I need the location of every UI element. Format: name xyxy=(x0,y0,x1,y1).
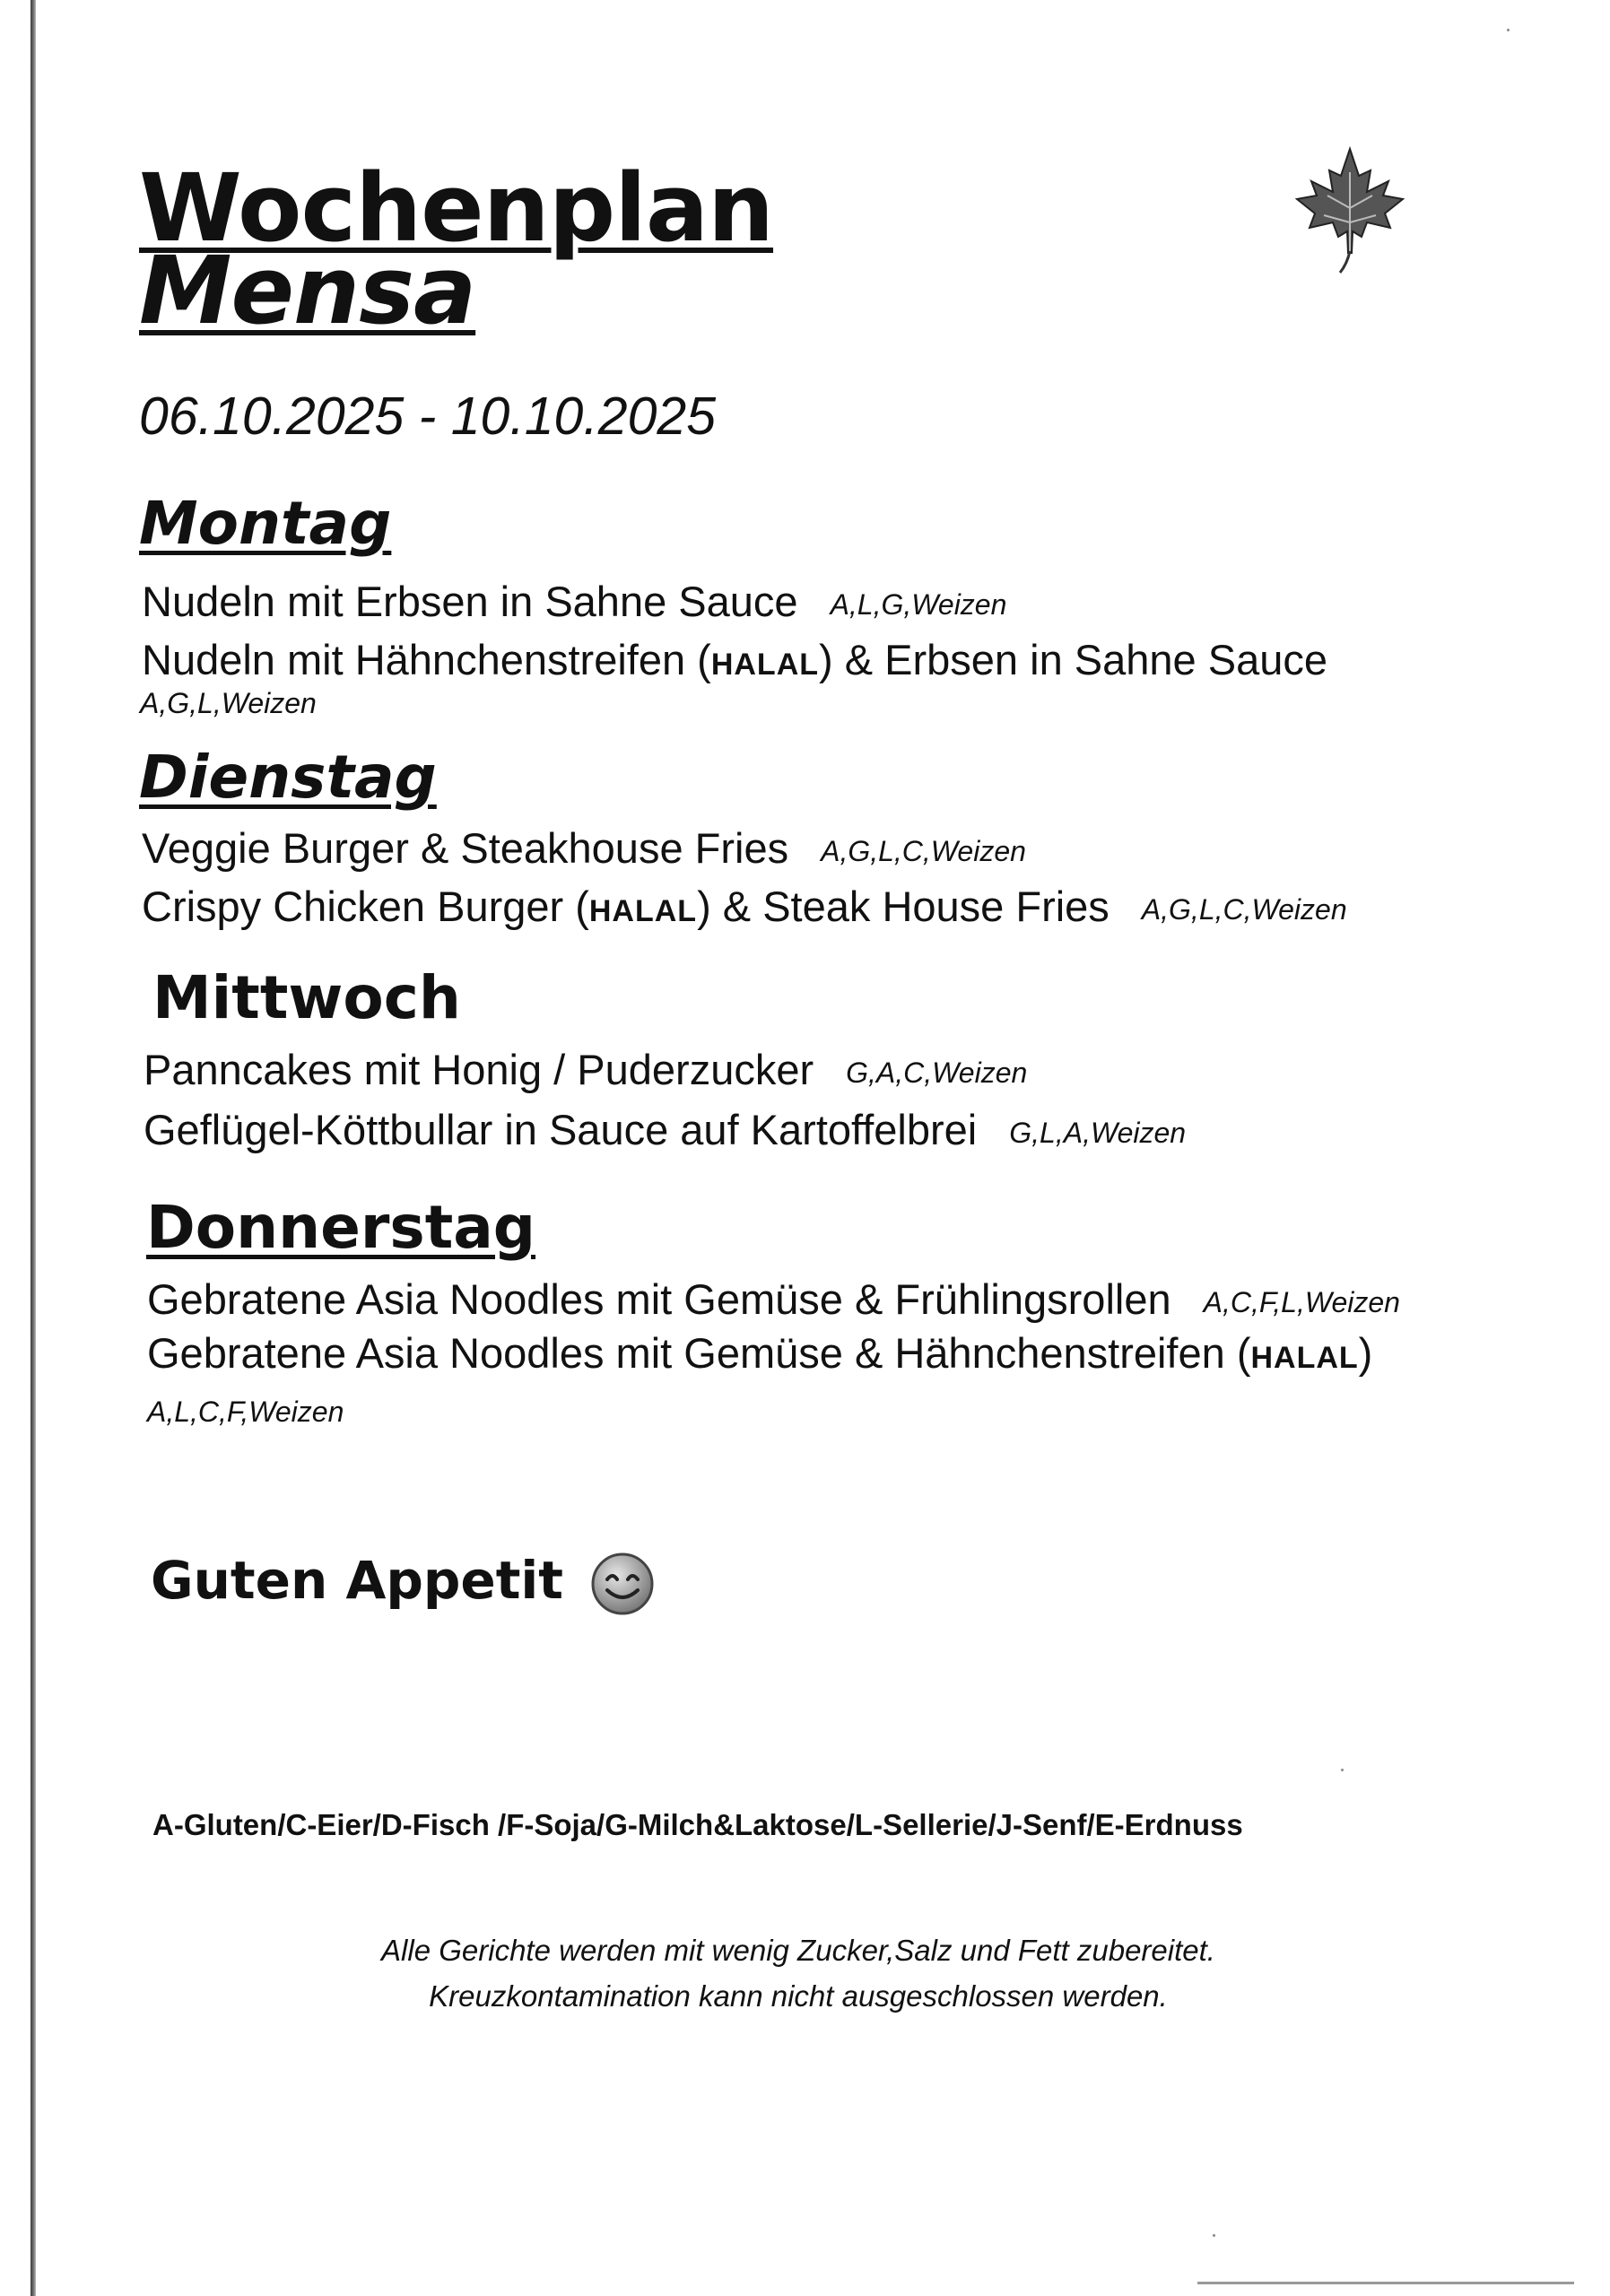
halal-tag: HALAL xyxy=(588,894,698,928)
maple-leaf-icon xyxy=(1292,145,1408,280)
dish-text: Gebratene Asia Noodles mit Gemüse & Frühlingsrollen xyxy=(147,1275,1171,1323)
allergen-codes: A,L,C,F,Weizen xyxy=(147,1396,344,1428)
dish-text: Geflügel-Köttbullar in Sauce auf Kartoffelbrei xyxy=(144,1106,978,1153)
smiley-icon xyxy=(589,1551,656,1617)
dish-text: Nudeln mit Erbsen in Sahne Sauce xyxy=(142,578,798,625)
day-heading-donnerstag: Donnerstag xyxy=(146,1193,536,1262)
dish-donnerstag-1 xyxy=(147,1274,1400,1324)
dish-mittwoch-1 xyxy=(144,1045,1027,1094)
bottom-rule xyxy=(1197,2282,1574,2284)
allergen-codes: G,A,C,Weizen xyxy=(846,1057,1028,1089)
footnote-line-2: Kreuzkontamination kann nicht ausgeschlossen werden. xyxy=(429,1979,1168,2013)
dish-dienstag-1 xyxy=(142,823,1026,873)
title-line-1: Wochenplan xyxy=(139,153,774,263)
dish-text: Crispy Chicken Burger ( xyxy=(142,883,589,930)
dish-text: ) xyxy=(1358,1329,1373,1377)
dish-dienstag-2 xyxy=(142,882,1347,931)
allergen-codes: A,G,L,C,Weizen xyxy=(821,835,1026,867)
allergen-codes: A,G,L,Weizen xyxy=(140,687,317,719)
day-heading-mittwoch: Mittwoch xyxy=(152,963,461,1032)
page-title xyxy=(139,153,774,345)
closing-greeting: Guten Appetit xyxy=(151,1550,564,1611)
dish-donnerstag-2 xyxy=(147,1328,1372,1378)
dish-text: ) & Steak House Fries xyxy=(697,883,1110,930)
allergen-codes: A,L,G,Weizen xyxy=(830,588,1007,621)
scan-speck xyxy=(1213,2234,1215,2237)
dish-montag-1 xyxy=(142,577,1006,626)
halal-tag: HALAL xyxy=(710,648,820,682)
dish-text: Veggie Burger & Steakhouse Fries xyxy=(142,824,789,872)
scan-speck xyxy=(1507,29,1510,31)
dish-text: Nudeln mit Hähnchenstreifen ( xyxy=(142,636,711,683)
dish-text: Panncakes mit Honig / Puderzucker xyxy=(144,1046,814,1093)
dish-montag-2 xyxy=(142,635,1327,684)
scan-speck xyxy=(1341,1769,1344,1771)
allergen-codes: G,L,A,Weizen xyxy=(1009,1117,1187,1149)
dish-mittwoch-2 xyxy=(144,1105,1186,1154)
dish-text: ) & Erbsen in Sahne Sauce xyxy=(819,636,1327,683)
halal-tag: HALAL xyxy=(1250,1341,1359,1375)
day-heading-montag: Montag xyxy=(139,489,392,558)
allergen-codes: A,C,F,L,Weizen xyxy=(1203,1286,1400,1318)
allergen-codes: A,G,L,C,Weizen xyxy=(1141,893,1347,926)
date-range: 06.10.2025 - 10.10.2025 xyxy=(139,387,717,446)
allergen-legend: A-Gluten/C-Eier/D-Fisch /F-Soja/G-Milch&Laktose/L-Sellerie/J-Senf/E-Erdnuss xyxy=(152,1808,1243,1841)
title-line-2: Mensa xyxy=(139,236,476,345)
footnote-line-1: Alle Gerichte werden mit wenig Zucker,Salz und Fett zubereitet. xyxy=(381,1934,1215,1967)
dish-text: Gebratene Asia Noodles mit Gemüse & Hähnchenstreifen ( xyxy=(147,1329,1251,1377)
day-heading-dienstag: Dienstag xyxy=(139,743,437,812)
